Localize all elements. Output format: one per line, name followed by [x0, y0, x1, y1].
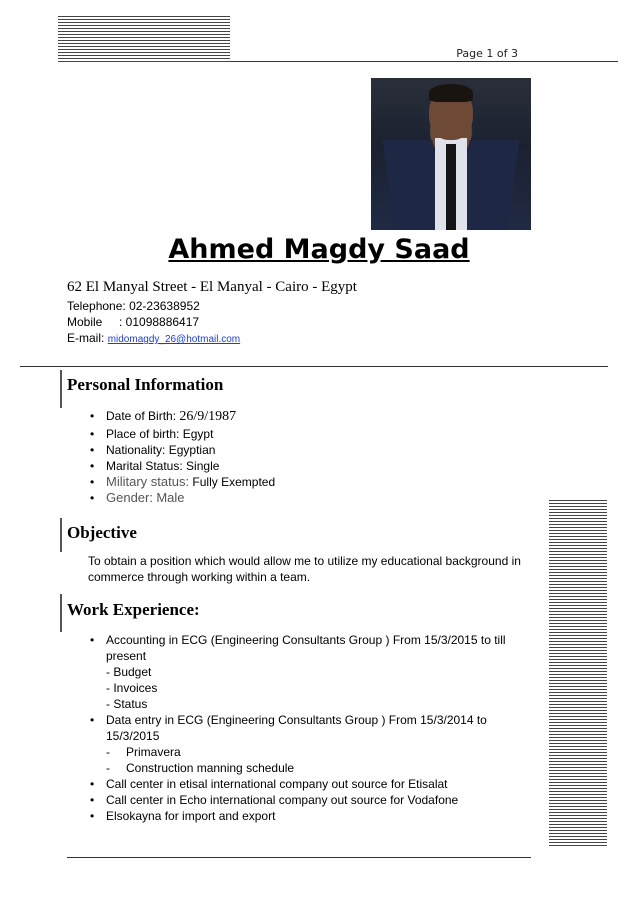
list-item	[90, 712, 530, 776]
email-line	[67, 331, 240, 345]
mobile-value: : 01098886417	[119, 315, 200, 329]
header-rule	[230, 61, 618, 62]
job-2-sub: - Primavera	[106, 745, 181, 759]
list-item	[90, 426, 275, 442]
marital-label: Marital Status:	[106, 459, 183, 473]
footer-rule	[67, 857, 531, 858]
job-1-sub: - Status	[106, 697, 148, 711]
military-value: Fully Exempted	[192, 475, 276, 489]
job-2: Data entry in ECG (Engineering Consultants Group ) From 15/3/2014 to 15/3/2015	[106, 713, 487, 743]
section-marker	[60, 594, 62, 632]
telephone-value: 02-23638952	[129, 299, 200, 313]
job-1: Accounting in ECG (Engineering Consultants Group ) From 15/3/2015 to till	[106, 633, 506, 647]
profile-photo	[371, 78, 531, 230]
marital-value: Single	[186, 459, 220, 473]
list-item	[90, 407, 275, 426]
list-item	[90, 442, 275, 458]
nationality-label: Nationality:	[106, 443, 166, 457]
mobile-label: Mobile	[67, 315, 103, 329]
work-experience-list	[90, 632, 530, 824]
page-number: Page 1 of 3	[456, 47, 518, 60]
list-item	[90, 458, 275, 474]
list-item	[90, 808, 530, 824]
telephone-label: Telephone:	[67, 299, 126, 313]
pob-value: Egypt	[182, 427, 214, 441]
personal-info-list	[90, 407, 275, 506]
section-marker	[60, 518, 62, 552]
section-marker	[60, 370, 62, 408]
list-item	[90, 792, 530, 808]
job-2-sub: - Construction manning schedule	[106, 761, 295, 775]
list-item	[90, 474, 275, 490]
personal-info-heading: Personal Information	[67, 375, 224, 394]
address: 62 El Manyal Street - El Manyal - Cairo - Egypt	[67, 279, 357, 295]
job-1-continuation: present	[106, 649, 147, 663]
gender-value: Male	[156, 490, 185, 505]
gender-label: Gender:	[106, 490, 153, 505]
job-4: Call center in Echo international company out source for Vodafone	[106, 793, 459, 807]
objective-heading: Objective	[67, 523, 137, 542]
list-item	[90, 632, 530, 712]
objective-text: To obtain a position which would allow me to utilize my educational background in commerce through working within a team.	[88, 554, 521, 584]
header-decoration	[58, 16, 230, 62]
dob-label: Date of Birth:	[106, 409, 177, 423]
mobile-line	[67, 315, 199, 329]
job-1-sub: - Invoices	[106, 681, 158, 695]
pob-label: Place of birth:	[106, 427, 180, 441]
job-3: Call center in etisal international company out source for Etisalat	[106, 777, 448, 791]
divider	[20, 366, 608, 367]
candidate-name: Ahmed Magdy Saad	[168, 234, 470, 265]
telephone-line	[67, 299, 200, 313]
military-label: Military status:	[106, 474, 190, 489]
email-label: E-mail:	[67, 331, 105, 345]
side-decoration	[549, 500, 607, 848]
dob-value: 26/9/1987	[179, 409, 237, 424]
email-link[interactable]: midomagdy_26@hotmail.com	[107, 334, 241, 345]
list-item	[90, 490, 275, 506]
job-2-sub-text: Primavera	[126, 745, 181, 759]
work-experience-heading: Work Experience:	[67, 600, 200, 619]
list-item	[90, 776, 530, 792]
job-2-sub-text: Construction manning schedule	[126, 761, 295, 775]
job-1-sub: - Budget	[106, 665, 152, 679]
nationality-value: Egyptian	[168, 443, 216, 457]
job-5: Elsokayna for import and export	[106, 809, 276, 823]
